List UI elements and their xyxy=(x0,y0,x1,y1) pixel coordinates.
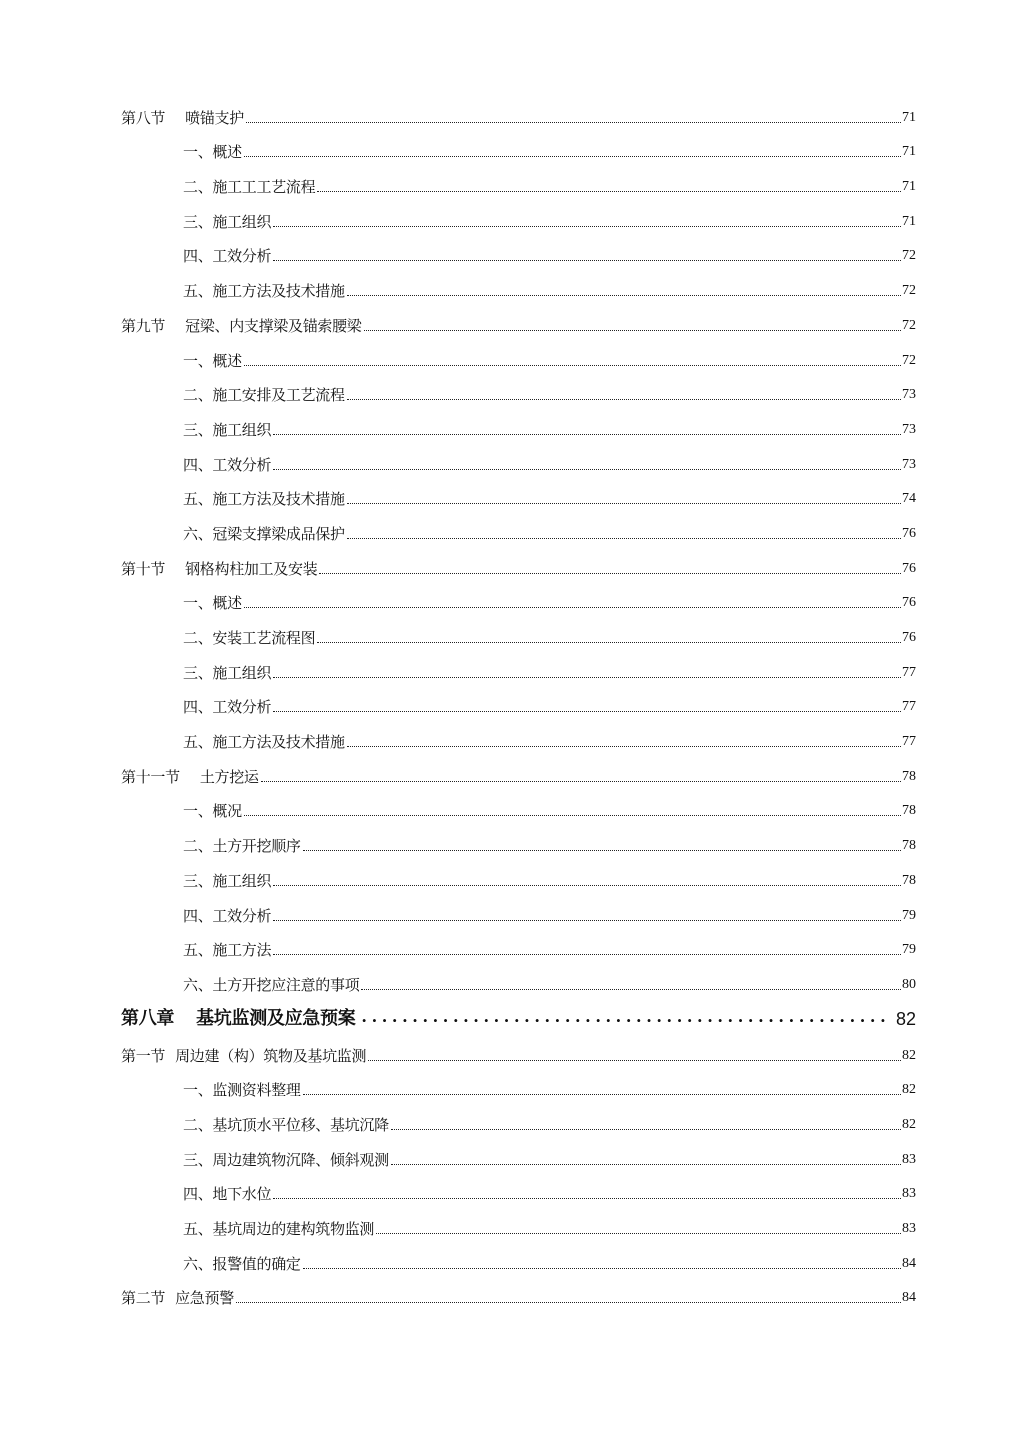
toc-entry-title: 三、施工组织 xyxy=(183,871,272,890)
toc-item-entry[interactable] xyxy=(121,474,916,509)
toc-entry-label xyxy=(121,560,317,578)
toc-page-number: 71 xyxy=(902,213,916,229)
toc-item-entry[interactable] xyxy=(121,1238,916,1273)
toc-entry-title: 二、安装工艺流程图 xyxy=(183,629,316,647)
toc-leader-dots xyxy=(273,711,901,712)
toc-entry-label xyxy=(183,525,345,543)
toc-page-number: 73 xyxy=(902,421,916,437)
toc-leader-dots xyxy=(368,1060,901,1061)
toc-page-number: 83 xyxy=(902,1221,916,1236)
toc-leader-dots xyxy=(273,434,901,435)
toc-entry-title: 土方挖运 xyxy=(199,767,259,786)
toc-page-number: 76 xyxy=(902,630,916,645)
toc-entry-title: 基坑监测及应急预案 xyxy=(196,1007,356,1029)
toc-item-entry[interactable] xyxy=(121,370,916,405)
toc-entry-label xyxy=(183,456,271,474)
toc-entry-label xyxy=(183,872,271,890)
toc-entry-label xyxy=(121,1008,355,1030)
toc-leader-dots xyxy=(273,677,901,678)
toc-entry-title: 二、施工安排及工艺流程 xyxy=(183,386,345,405)
toc-page-number: 72 xyxy=(902,283,916,299)
toc-entry-label xyxy=(183,143,242,161)
toc-item-entry[interactable] xyxy=(121,716,916,751)
toc-entry-title: 钢格构柱加工及安装 xyxy=(185,559,318,578)
toc-entry-label xyxy=(183,1151,389,1169)
toc-entry-title: 五、基坑周边的建构筑物监测 xyxy=(183,1220,375,1238)
toc-entry-title: 一、概况 xyxy=(183,802,242,821)
toc-entry-label xyxy=(121,317,362,335)
toc-page-number: 80 xyxy=(902,976,916,992)
toc-item-entry[interactable] xyxy=(121,820,916,855)
toc-entry-label xyxy=(121,109,244,127)
toc-entry-title: 五、施工方法及技术措施 xyxy=(183,282,345,301)
toc-item-entry[interactable] xyxy=(121,682,916,717)
toc-page-number: 82 xyxy=(902,1116,916,1132)
toc-entry-title: 周边建（构）筑物及基坑监测 xyxy=(175,1046,367,1065)
toc-page-number: 74 xyxy=(902,491,916,507)
toc-entry-title: 三、周边建筑物沉降、倾斜观测 xyxy=(183,1150,389,1169)
toc-page-number: 71 xyxy=(902,109,916,125)
toc-leader-dots xyxy=(361,1006,886,1028)
toc-item-entry[interactable] xyxy=(121,335,916,370)
toc-page-number: 83 xyxy=(902,1151,916,1167)
toc-item-entry[interactable] xyxy=(121,647,916,682)
toc-page-number: 73 xyxy=(902,387,916,403)
toc-entry-title: 四、地下水位 xyxy=(183,1185,272,1204)
toc-entry-number: 第一节 xyxy=(121,1046,166,1065)
toc-entry-label xyxy=(121,1289,234,1307)
toc-item-entry[interactable] xyxy=(121,925,916,960)
toc-entry-title: 六、报警值的确定 xyxy=(183,1254,301,1273)
toc-leader-dots xyxy=(391,1164,901,1165)
toc-chapter-entry[interactable] xyxy=(121,994,916,1030)
toc-entry-label xyxy=(183,594,242,612)
toc-item-entry[interactable] xyxy=(121,404,916,439)
toc-entry-label xyxy=(183,1185,271,1203)
toc-leader-dots xyxy=(273,954,901,955)
toc-entry-title: 四、工效分析 xyxy=(183,247,272,266)
toc-entry-label xyxy=(183,907,271,925)
toc-entry-label xyxy=(183,213,271,231)
toc-entry-number: 第二节 xyxy=(121,1289,166,1308)
toc-leader-dots xyxy=(319,573,901,574)
toc-item-entry[interactable] xyxy=(121,890,916,925)
toc-entry-label xyxy=(183,698,271,716)
toc-entry-title: 一、概述 xyxy=(183,351,242,370)
toc-leader-dots xyxy=(303,1094,901,1095)
toc-leader-dots xyxy=(303,1268,901,1269)
toc-page-number: 72 xyxy=(902,352,916,368)
toc-page-number: 82 xyxy=(902,1047,916,1063)
toc-section-entry[interactable] xyxy=(121,751,916,786)
toc-entry-title: 五、施工方法 xyxy=(183,941,272,960)
toc-leader-dots xyxy=(236,1302,901,1303)
toc-page-number: 78 xyxy=(902,768,916,784)
toc-leader-dots xyxy=(317,191,901,192)
toc-page-number: 79 xyxy=(902,942,916,958)
toc-entry-label xyxy=(183,733,345,751)
toc-entry-label xyxy=(121,768,259,786)
toc-entry-title: 一、概述 xyxy=(183,143,242,162)
toc-entry-title: 六、土方开挖应注意的事项 xyxy=(183,975,360,994)
toc-page-number: 76 xyxy=(902,595,916,611)
toc-entry-title: 六、冠梁支撑梁成品保护 xyxy=(183,524,345,543)
toc-leader-dots xyxy=(347,538,901,539)
toc-leader-dots xyxy=(273,260,901,261)
toc-page-number: 71 xyxy=(902,179,916,195)
table-of-contents xyxy=(121,92,916,1307)
toc-entry-title: 三、施工组织 xyxy=(183,663,272,682)
toc-entry-label xyxy=(183,282,345,300)
toc-page-number: 76 xyxy=(902,525,916,541)
toc-item-entry[interactable] xyxy=(121,1134,916,1169)
toc-entry-label xyxy=(183,421,271,439)
toc-entry-label xyxy=(121,1047,366,1065)
toc-entry-title: 应急预警 xyxy=(175,1289,234,1308)
toc-item-entry[interactable] xyxy=(121,786,916,821)
toc-item-entry[interactable] xyxy=(121,161,916,196)
toc-entry-title: 一、概述 xyxy=(183,594,242,613)
toc-entry-number: 第八章 xyxy=(121,1007,175,1029)
toc-entry-label xyxy=(183,664,271,682)
toc-leader-dots xyxy=(273,226,901,227)
toc-item-entry[interactable] xyxy=(121,508,916,543)
toc-leader-dots xyxy=(273,920,901,921)
toc-leader-dots xyxy=(246,122,901,123)
toc-entry-label xyxy=(183,247,271,265)
toc-entry-title: 冠梁、内支撑梁及锚索腰梁 xyxy=(185,316,362,335)
toc-entry-label xyxy=(183,1255,301,1273)
toc-entry-title: 三、施工组织 xyxy=(183,212,272,231)
toc-entry-title: 一、监测资料整理 xyxy=(183,1081,301,1100)
toc-entry-title: 五、施工方法及技术措施 xyxy=(183,490,345,509)
toc-item-entry[interactable] xyxy=(121,612,916,647)
toc-entry-title: 二、基坑顶水平位移、基坑沉降 xyxy=(183,1115,389,1134)
toc-leader-dots xyxy=(347,295,901,296)
toc-item-entry[interactable] xyxy=(121,959,916,994)
toc-page-number: 82 xyxy=(902,1082,916,1098)
toc-leader-dots xyxy=(273,469,901,470)
toc-entry-number: 第八节 xyxy=(121,108,166,127)
toc-leader-dots xyxy=(347,746,901,747)
toc-entry-label xyxy=(183,178,315,196)
toc-item-entry[interactable] xyxy=(121,1169,916,1204)
toc-leader-dots xyxy=(244,156,901,157)
toc-item-entry[interactable] xyxy=(121,578,916,613)
toc-leader-dots xyxy=(273,885,901,886)
toc-entry-label xyxy=(183,386,345,404)
toc-page-number: 77 xyxy=(902,734,916,750)
toc-entry-title: 四、工效分析 xyxy=(183,698,272,717)
toc-item-entry[interactable] xyxy=(121,265,916,300)
toc-section-entry[interactable] xyxy=(121,1273,916,1308)
toc-leader-dots xyxy=(361,989,901,990)
toc-leader-dots xyxy=(391,1129,901,1130)
toc-leader-dots xyxy=(244,365,901,366)
toc-page-number: 82 xyxy=(895,1008,916,1029)
toc-item-entry[interactable] xyxy=(121,1203,916,1238)
toc-item-entry[interactable] xyxy=(121,1099,916,1134)
toc-entry-label xyxy=(183,837,301,855)
toc-page-number: 77 xyxy=(902,664,916,680)
toc-entry-number: 第十一节 xyxy=(121,767,180,786)
toc-entry-title: 喷锚支护 xyxy=(185,108,244,127)
toc-page-number: 72 xyxy=(902,248,916,264)
toc-item-entry[interactable] xyxy=(121,439,916,474)
toc-entry-title: 四、工效分析 xyxy=(183,455,272,474)
toc-item-entry[interactable] xyxy=(121,855,916,890)
toc-page-number: 72 xyxy=(902,317,916,333)
toc-entry-title: 四、工效分析 xyxy=(183,906,272,925)
toc-entry-label xyxy=(183,490,345,508)
toc-page-number: 73 xyxy=(902,456,916,472)
toc-page-number: 84 xyxy=(902,1255,916,1271)
toc-entry-label xyxy=(183,629,315,647)
toc-item-entry[interactable] xyxy=(121,1065,916,1100)
toc-item-entry[interactable] xyxy=(121,231,916,266)
toc-leader-dots xyxy=(347,503,901,504)
toc-section-entry[interactable] xyxy=(121,1030,916,1065)
toc-entry-label xyxy=(183,1220,374,1238)
toc-section-entry[interactable] xyxy=(121,543,916,578)
toc-page-number: 84 xyxy=(902,1290,916,1306)
toc-leader-dots xyxy=(347,399,901,400)
toc-page-number: 78 xyxy=(902,803,916,819)
toc-leader-dots xyxy=(317,642,901,643)
toc-entry-label xyxy=(183,941,271,959)
toc-entry-label xyxy=(183,1116,389,1134)
toc-entry-title: 三、施工组织 xyxy=(183,420,272,439)
toc-leader-dots xyxy=(261,781,901,782)
toc-leader-dots xyxy=(364,330,901,331)
toc-item-entry[interactable] xyxy=(121,196,916,231)
toc-entry-number: 第九节 xyxy=(121,316,166,335)
toc-page-number: 71 xyxy=(902,144,916,160)
toc-entry-title: 五、施工方法及技术措施 xyxy=(183,733,345,752)
toc-page-number: 76 xyxy=(902,560,916,576)
toc-leader-dots xyxy=(376,1233,901,1234)
toc-page-number: 78 xyxy=(902,838,916,854)
toc-entry-label xyxy=(183,976,359,994)
toc-entry-label xyxy=(183,1081,301,1099)
toc-page-number: 83 xyxy=(902,1186,916,1202)
toc-page-number: 77 xyxy=(902,699,916,715)
toc-section-entry[interactable] xyxy=(121,300,916,335)
toc-section-entry[interactable] xyxy=(121,92,916,127)
toc-entry-label xyxy=(183,802,242,820)
toc-page-number: 79 xyxy=(902,907,916,923)
toc-entry-title: 二、土方开挖顺序 xyxy=(183,837,301,856)
toc-entry-number: 第十节 xyxy=(121,559,166,578)
toc-entry-title: 二、施工工工艺流程 xyxy=(183,178,316,197)
toc-item-entry[interactable] xyxy=(121,127,916,162)
toc-leader-dots xyxy=(303,850,901,851)
toc-leader-dots xyxy=(244,607,901,608)
toc-leader-dots xyxy=(244,815,901,816)
toc-entry-label xyxy=(183,352,242,370)
toc-page-number: 78 xyxy=(902,872,916,888)
toc-leader-dots xyxy=(273,1198,901,1199)
